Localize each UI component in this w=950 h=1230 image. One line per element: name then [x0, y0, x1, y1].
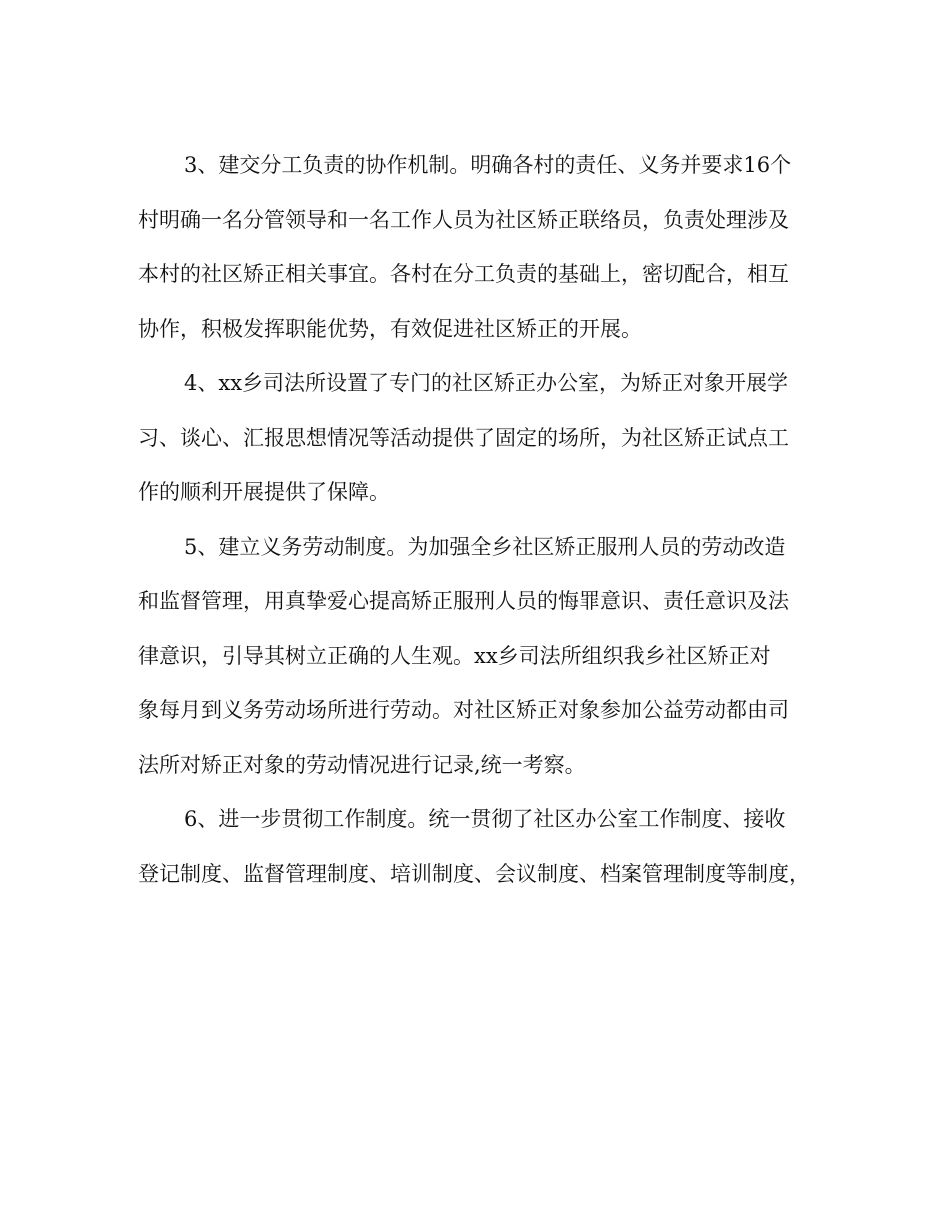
text-line: 5、建立义务劳动制度。为加强全乡社区矫正服刑人员的劳动改造	[184, 534, 786, 559]
document-body	[138, 138, 818, 901]
text-line: 本村的社区矫正相关事宜。各村在分工负责的基础上，密切配合，相互	[138, 262, 789, 286]
text-line: 4、xx乡司法所设置了专门的社区矫正办公室，为矫正对象开展学	[184, 371, 789, 395]
text-line: 3、建交分工负责的协作机制。明确各村的责任、义务并要求16个	[184, 153, 792, 177]
text-line: 和监督管理，用真挚爱心提高矫正服刑人员的悔罪意识、责任意识及法	[138, 589, 789, 613]
text-line: 象每月到义务劳动场所进行劳动。对社区矫正对象参加公益劳动都由司	[138, 698, 789, 722]
paragraph-4	[138, 356, 818, 520]
text-line: 协作，积极发挥职能优势，有效促进社区矫正的开展。	[138, 316, 642, 341]
text-line: 作的顺利开展提供了保障。	[138, 480, 390, 504]
paragraph-5	[138, 520, 818, 793]
text-line: 法所对矫正对象的劳动情况进行记录,统一考察。	[138, 752, 586, 777]
text-line: 登记制度、监督管理制度、培训制度、会议制度、档案管理制度等制度，	[138, 861, 810, 886]
text-line: 律意识，引导其树立正确的人生观。xx乡司法所组织我乡社区矫正对	[138, 643, 771, 668]
paragraph-3	[138, 138, 818, 356]
text-line: 6、进一步贯彻工作制度。统一贯彻了社区办公室工作制度、接收	[184, 807, 786, 831]
text-line: 习、谈心、汇报思想情况等活动提供了固定的场所，为社区矫正试点工	[138, 425, 789, 450]
text-line: 村明确一名分管领导和一名工作人员为社区矫正联络员，负责处理涉及	[138, 207, 789, 232]
paragraph-6	[138, 792, 818, 901]
